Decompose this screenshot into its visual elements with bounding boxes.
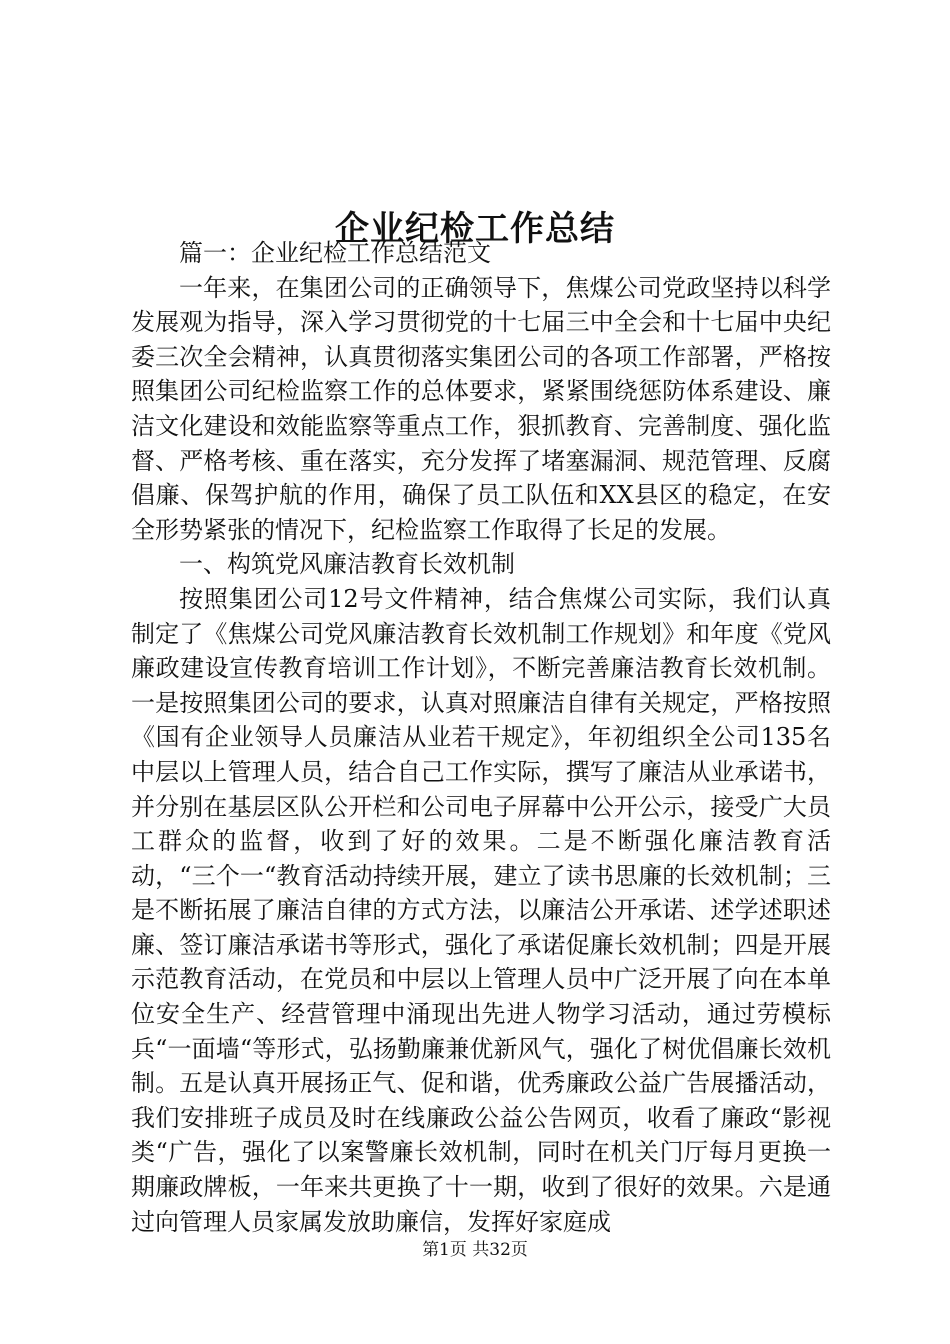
document-body xyxy=(131,236,831,1239)
document-title: 企业纪检工作总结 xyxy=(335,208,615,249)
section-heading-one: 一、构筑党风廉洁教育长效机制 xyxy=(179,550,515,579)
page-number-footer: 第1页 共32页 xyxy=(422,1240,528,1260)
body-paragraph: 按照集团公司12号文件精神，结合焦煤公司实际，我们认真制定了《焦煤公司党风廉洁教育长效机制工作规划》和年度《党风廉政建设宣传教育培训工作计划》，不断完善廉洁教育长效机制。一是按照集团公司的要求，认真对照廉洁自律有关规定，严格按照《国有企业领导人员廉洁从业若干规定》，年初组织全公司135名中层以上管理人员，结合自己工作实际，撰写了廉洁从业承诺书，并分别在基层区队公开栏和公司电子屏幕中公开公示，接受广大员工群众的监督，收到了好的效果。二是不断强化廉洁教育活动，“三个一“教育活动持续开展，建立了读书思廉的长效机制；三是不断拓展了廉洁自律的方式方法，以廉洁公开承诺、述学述职述廉、签订廉洁承诺书等形式，强化了承诺促廉长效机制；四是开展示范教育活动，在党员和中层以上管理人员中广泛开展了向在本单位安全生产、经营管理中涌现出先进人物学习活动，通过劳模标兵“一面墙“等形式，弘扬勤廉兼优新风气，强化了树优倡廉长效机制。五是认真开展扬正气、促和谐，优秀廉政公益广告展播活动，我们安排班子成员及时在线廉政公益公告网页，收看了廉政“影视类“广告，强化了以案警廉长效机制，同时在机关门厅每月更换一期廉政牌板，一年来共更换了十一期，收到了很好的效果。六是通过向管理人员家属发放助廉信，发挥好家庭成 xyxy=(131,584,831,1236)
intro-paragraph: 一年来，在集团公司的正确领导下，焦煤公司党政坚持以科学发展观为指导，深入学习贯彻党的十七届三中全会和十七届中央纪委三次全会精神，认真贯彻落实集团公司的各项工作部署，严格按照集团公司纪检监察工作的总体要求，紧紧围绕惩防体系建设、廉洁文化建设和效能监察等重点工作，狠抓教育、完善制度、强化监督、严格考核、重在落实，充分发挥了堵塞漏洞、规范管理、反腐倡廉、保驾护航的作用，确保了员工队伍和XX县区的稳定，在安全形势紧张的情况下，纪检监察工作取得了长足的发展。 xyxy=(131,273,831,544)
section-heading-part-one: 篇一：企业纪检工作总结范文 xyxy=(179,239,491,267)
